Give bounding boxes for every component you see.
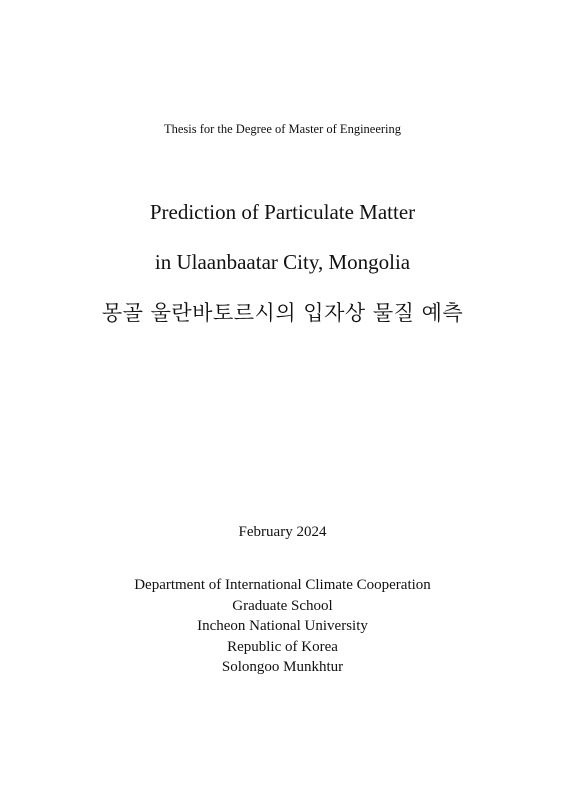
school-name: Graduate School	[232, 597, 333, 614]
thesis-title-line-2: in Ulaanbaatar City, Mongolia	[154, 250, 411, 274]
country-name: Republic of Korea	[227, 638, 338, 655]
department-name: Department of International Climate Cooperation	[134, 577, 431, 593]
author-name: Solongoo Munkhtur	[221, 659, 344, 675]
affiliation-block	[0, 575, 565, 678]
degree-statement: Thesis for the Degree of Master of Engineering	[163, 122, 402, 136]
thesis-title-line-1: Prediction of Particulate Matter	[149, 200, 416, 224]
submission-date: February 2024	[238, 524, 327, 540]
university-name: Incheon National University	[197, 618, 368, 634]
thesis-title-korean: 몽골 울란바토르시의 입자상 물질 예측	[101, 301, 464, 325]
